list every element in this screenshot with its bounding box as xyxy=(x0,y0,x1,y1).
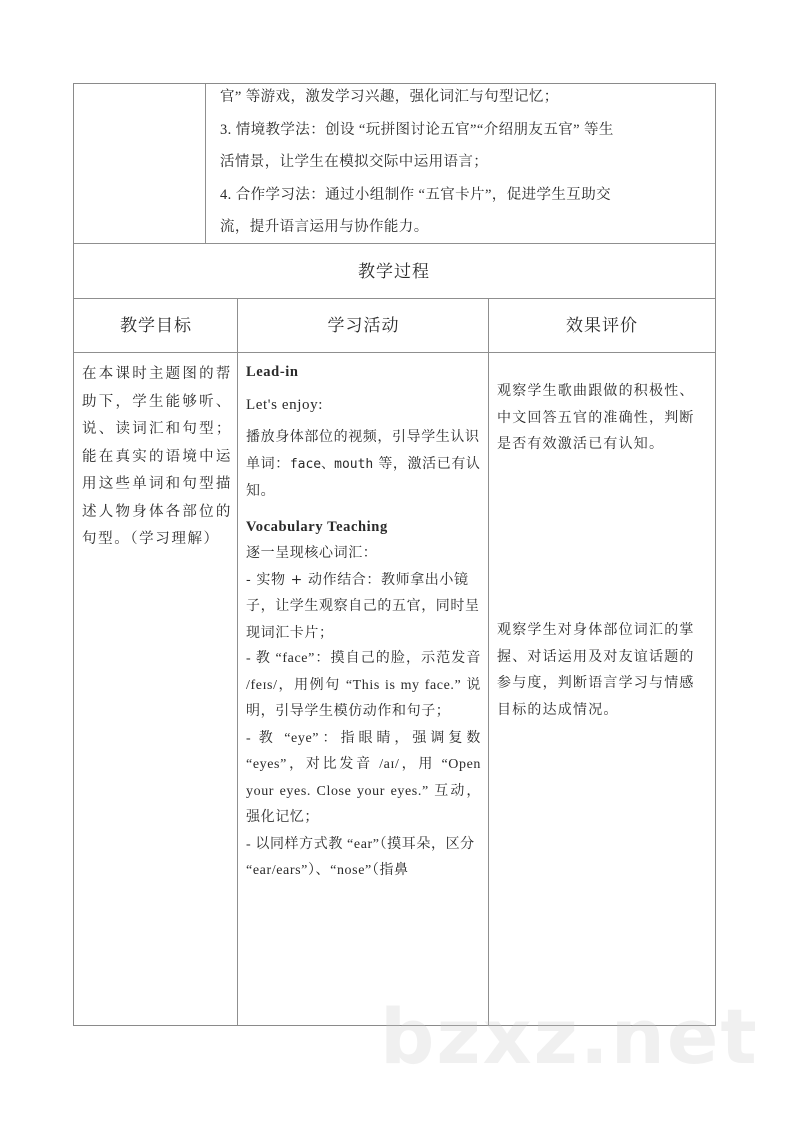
evaluation-text: 观察学生对身体部位词汇的掌握、对话运用及对友谊话题的参与度，判断语言学习与情感目标的达成情况。 xyxy=(497,622,695,718)
lesson-plan-table xyxy=(73,83,716,1026)
vocabulary-teaching-heading: Vocabulary Teaching xyxy=(246,518,388,535)
activity-line: Let's enjoy: xyxy=(246,396,323,413)
activity-line xyxy=(246,424,481,505)
teaching-methods-cell xyxy=(214,84,709,241)
lead-in-heading: Lead-in xyxy=(246,364,299,380)
section-title: 教学过程 xyxy=(358,261,430,282)
teaching-method-line: 活情景，让学生在模拟交际中运用语言； xyxy=(220,154,489,170)
activity-line: - 实物 + 动作结合：教师拿出小镜子，让学生观察自己的五官，同时呈现词汇卡片； xyxy=(246,571,480,641)
column-header-goal: 教学目标 xyxy=(120,316,192,336)
activity-text: 播放身体部位的视频，引导学生认识单词： xyxy=(246,429,480,472)
teaching-goal-text: 在本课时主题图的帮助下，学生能够听、说、读词汇和句型；能在真实的语境中运用这些单词和句型描述人物身体各部位的句型。（学习理解） xyxy=(82,366,232,547)
divider xyxy=(205,84,206,243)
teaching-method-line: 流，提升语言运用与协作能力。 xyxy=(220,219,429,235)
evaluation-cell-2 xyxy=(489,617,715,723)
watermark: bzxz.net xyxy=(380,992,759,1081)
activity-text: 等，激活已有认知。 xyxy=(246,455,481,499)
activity-line: - 教 “face”：摸自己的脸，示范发音 /feɪs/，用例句 “This is my face.” 说明，引导学生模仿动作和句子； xyxy=(246,651,481,719)
evaluation-cell-1 xyxy=(489,378,715,458)
column-header-evaluation: 效果评价 xyxy=(566,316,638,336)
evaluation-text: 观察学生歌曲跟做的积极性、中文回答五官的准确性，判断是否有效激活已有认知。 xyxy=(497,383,695,452)
teaching-method-line: 4. 合作学习法：通过小组制作 “五官卡片”，促进学生互助交 xyxy=(220,186,611,203)
activity-line: 逐一呈现核心词汇： xyxy=(246,545,378,561)
column-header-activity: 学习活动 xyxy=(327,316,400,336)
teaching-method-line: 官” 等游戏，激发学习兴趣，强化词汇与句型记忆； xyxy=(220,89,559,105)
activity-line: - 以同样方式教 “ear”（摸耳朵，区分 “ear/ears”）、“nose”（指鼻 xyxy=(246,836,475,878)
activity-line: - 教 “eye”：指眼睛，强调复数 “eyes”，对比发音 /aɪ/，用 “Open your eyes. Close your eyes.” 互动，强化记忆； xyxy=(246,730,481,825)
activity-words: face、mouth xyxy=(289,456,374,472)
teaching-method-line: 3. 情境教学法：创设 “玩拼图讨论五官”“介绍朋友五官” 等生 xyxy=(220,121,614,138)
teaching-goal-cell xyxy=(74,353,238,554)
learning-activity-cell xyxy=(238,353,489,885)
